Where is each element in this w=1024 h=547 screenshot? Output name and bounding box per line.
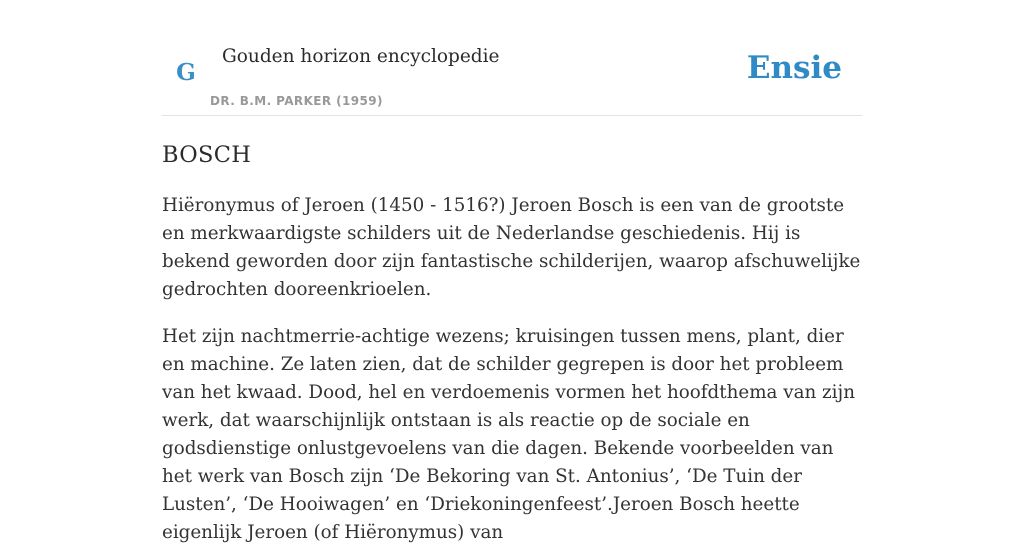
article-paragraph-1: Hiëronymus of Jeroen (1450 - 1516?) Jeroen Bosch is een van de grootste en merkwaardigste schilders uit de Nederlandse geschiedenis. Hij is bekend geworden door zijn fantastische schilderijen, waarop afschuwelijke gedrochten dooreenkrioelen. (162, 195, 861, 300)
book-author: DR. B.M. PARKER (1959) (210, 94, 383, 108)
article (162, 136, 862, 547)
page-header (162, 40, 862, 116)
article-headword: BOSCH (162, 142, 252, 168)
ensie-logo-link[interactable]: Ensie (746, 50, 842, 86)
article-paragraph-2: Het zijn nachtmerrie-achtige wezens; kruisingen tussen mens, plant, dier en machine. Ze laten zien, dat de schilder gegrepen is door het probleem van het kwaad. Dood, hel en verdoemenis vormen het hoofdthema van zijn werk, dat waarschijnlijk ontstaan is als reactie op de sociale en godsdienstige onlustgevoelens van die dagen. Bekende voorbeelden van het werk van Bosch zijn ‘De Bekoring van St. Antonius’, ‘De Tuin der Lusten’, ‘De Hooiwagen’ en ‘Driekoningenfeest’.Jeroen Bosch heette eigenlijk Jeroen (of Hiëronymus) van (162, 326, 855, 543)
book-logo-icon[interactable] (162, 52, 210, 92)
book-title[interactable]: Gouden horizon encyclopedie (222, 46, 500, 67)
book-logo-letter: G (176, 58, 196, 86)
